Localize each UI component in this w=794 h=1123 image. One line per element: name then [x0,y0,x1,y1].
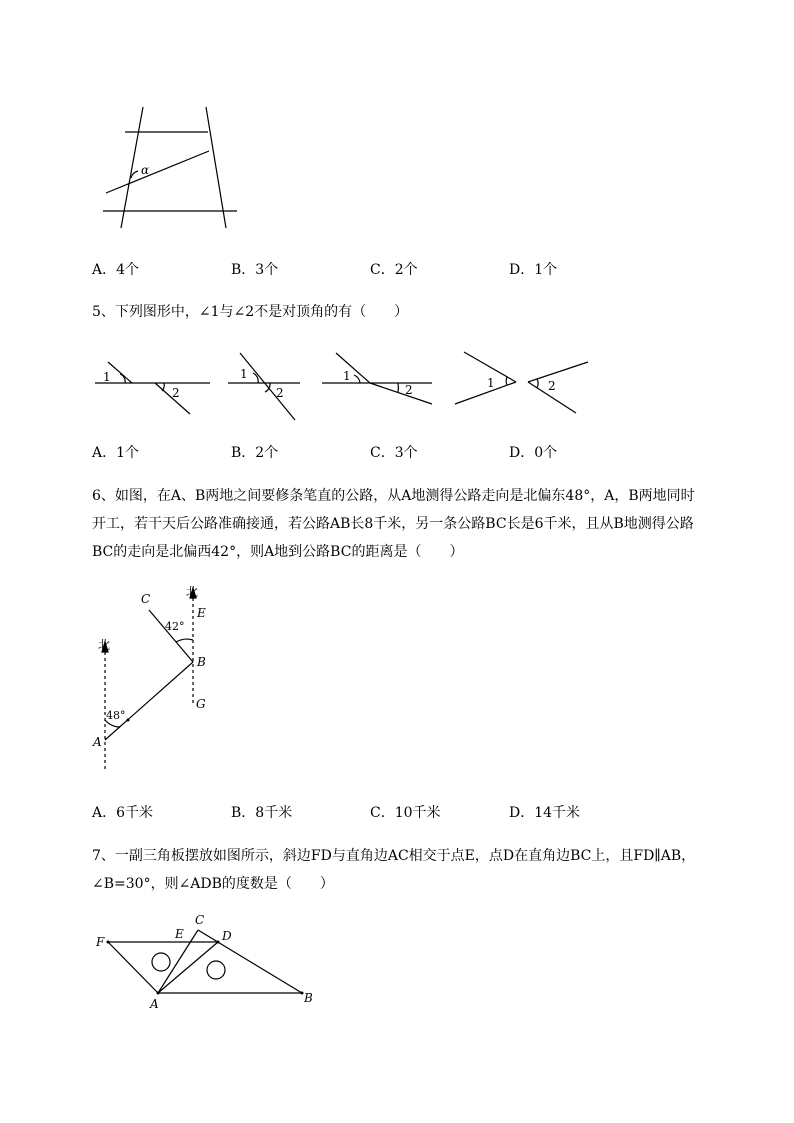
q6-point-a: A [93,735,102,749]
q4-alpha-label: α [141,163,150,177]
q5-fig2-label-2: 2 [276,386,284,400]
q7-point-b: B [304,991,313,1005]
q4-left-transversal [121,107,143,228]
q5-option-b: B．2个 [231,445,279,461]
q6-angle-42: 42° [165,620,185,633]
q7-figure [0,900,794,1020]
q5-fig2-label-1: 1 [240,367,248,381]
q7-point-a: A [150,997,159,1011]
q5-fig1-label-1: 1 [103,370,111,384]
q4-angle-alpha-arc [131,171,138,178]
q6-option-b: B．8千米 [231,805,293,821]
q5-fig4-label-1: 1 [487,376,495,390]
q7-stem-line-1: 7、一副三角板摆放如图所示，斜边FD与直角边AC相交于点E，点D在直角边BC上，且FD∥AB， [92,848,696,864]
q6-figure [0,580,794,780]
q7-point-f: F [96,935,105,949]
q4-option-a: A．4个 [92,262,140,278]
q6-point-b: B [197,655,206,669]
q5-fig1-label-2: 2 [172,386,180,400]
q5-option-a: A．1个 [92,445,140,461]
q6-point-c: C [141,592,151,606]
q6-option-c: C．10千米 [370,805,441,821]
q4-right-transversal [206,107,226,228]
q7-point-e: E [175,927,184,941]
q6-option-a: A．6千米 [92,805,154,821]
q7-stem-line-2: ∠B=30°，则∠ADB的度数是（ ） [92,876,334,892]
q4-oblique-line [106,151,209,193]
q6-stem-line-3: BC的走向是北偏西42°，则A地到公路BC的距离是（ ） [92,544,464,560]
q6-option-d: D．14千米 [509,805,581,821]
q6-stem [92,482,752,566]
q5-option-d: D．0个 [509,445,558,461]
q4-option-d: D．1个 [509,262,558,278]
q6-stem-line-2: 开工，若干天后公路准确接通，若公路AB长8千米，另一条公路BC长是6千米，且从B地测得公路 [92,516,694,532]
q5-figures [0,340,794,430]
q4-option-c: C．2个 [370,262,418,278]
q5-stem: 5、下列图形中，∠1与∠2不是对顶角的有（ ） [92,304,409,320]
q6-north-right: 北 [186,585,199,599]
q4-figure [0,0,794,260]
q6-stem-line-1: 6、如图，在A、B两地之间要修条笔直的公路，从A地测得公路走向是北偏东48°，A，B两地同时 [92,488,695,504]
q6-angle-48: 48° [106,709,126,722]
q5-fig3-label-1: 1 [343,369,351,383]
q7-point-c: C [195,913,205,927]
q6-north-left: 北 [98,638,111,652]
q5-fig3-label-2: 2 [405,383,413,397]
q6-point-g: G [196,697,206,711]
q5-fig4-label-2: 2 [548,379,556,393]
q4-option-b: B．3个 [231,262,279,278]
q5-option-c: C．3个 [370,445,418,461]
q7-point-d: D [222,929,232,943]
q7-stem [92,842,752,898]
q6-point-e: E [197,606,206,620]
